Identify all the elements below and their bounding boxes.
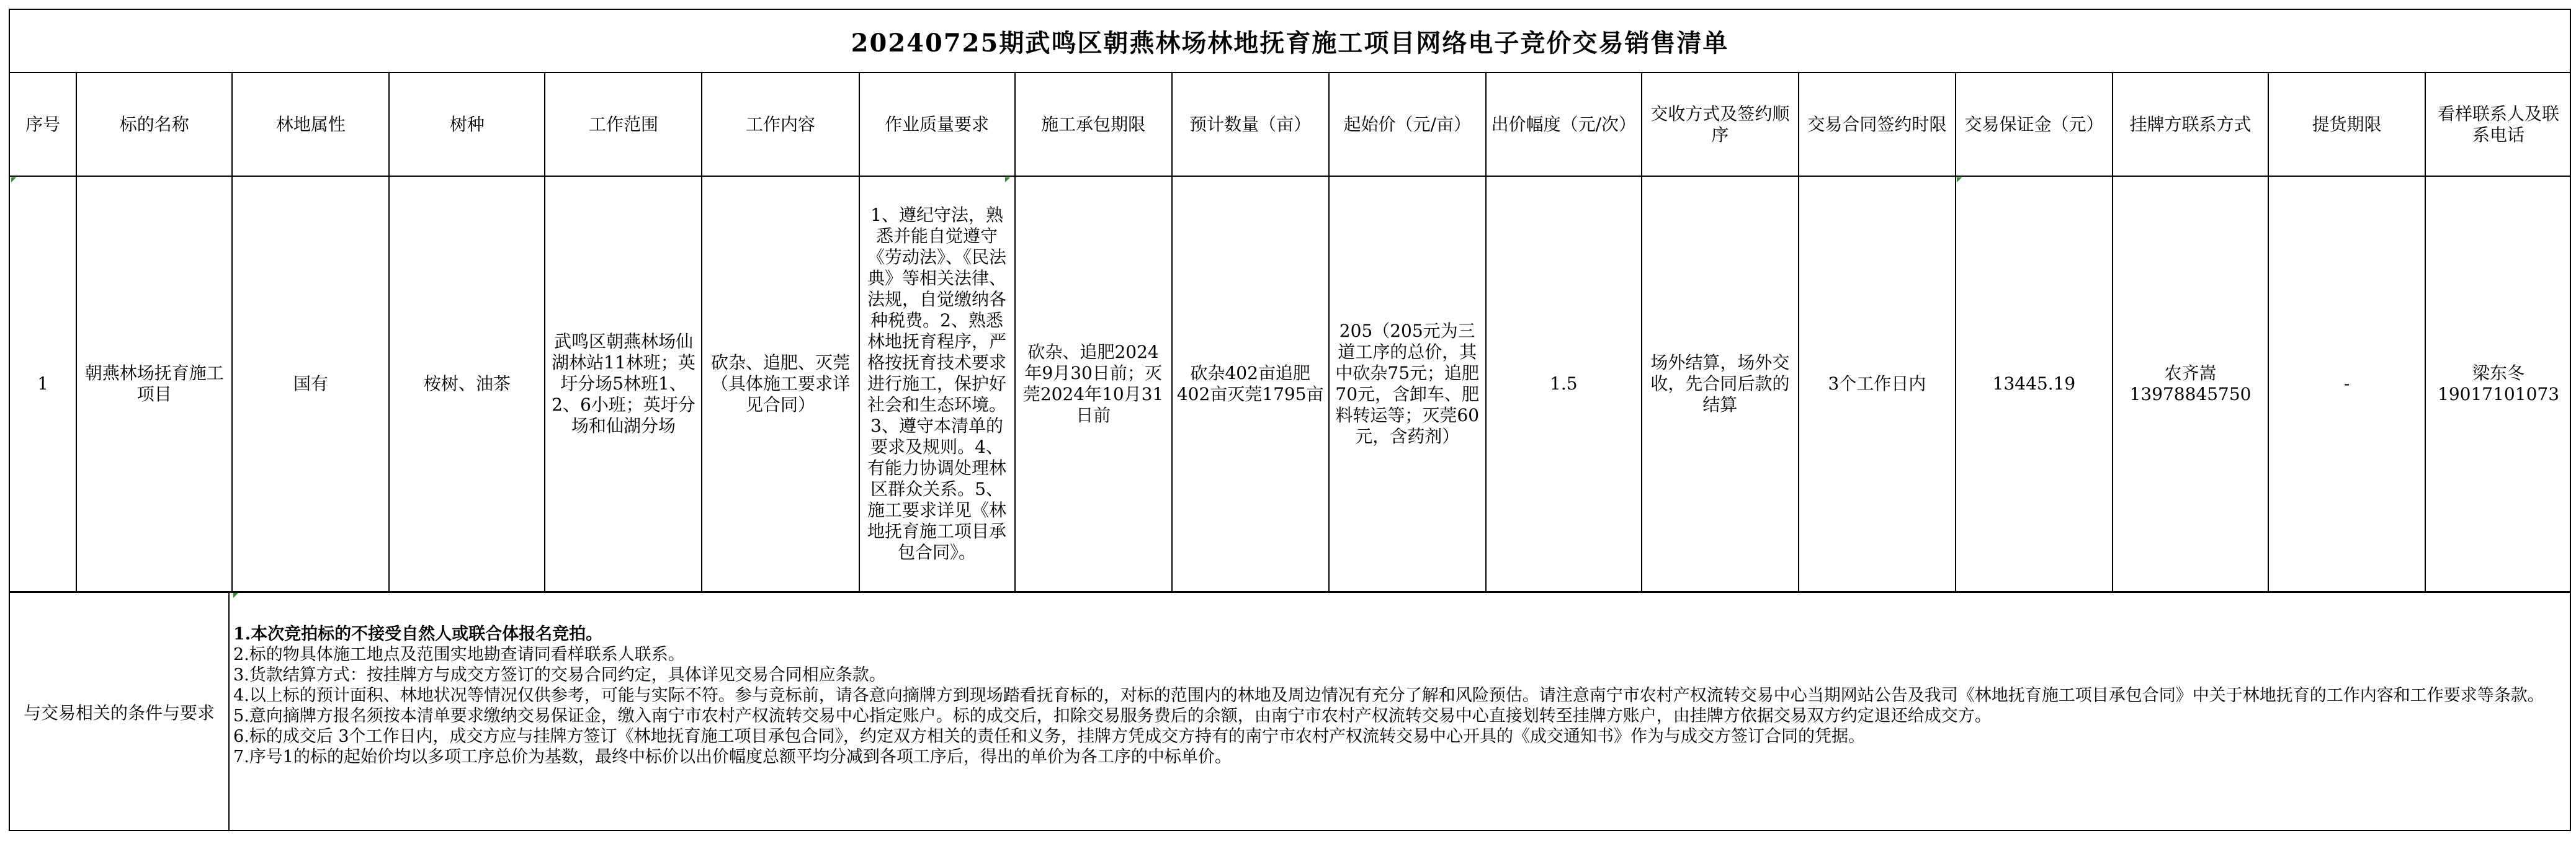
cell-name: 朝燕林场抚育施工项目 <box>76 176 232 592</box>
col-header-seq: 序号 <box>10 73 76 176</box>
col-header-content: 工作内容 <box>702 73 859 176</box>
cell-scope: 武鸣区朝燕林场仙湖林站11林班；英圩分场5林班1、2、6小班；英圩分场和仙湖分场 <box>545 176 702 592</box>
cell-comment-marker <box>1957 177 1962 182</box>
cell-content: 砍杂、追肥、灭莞（具体施工要求详见合同） <box>702 176 859 592</box>
cell-quantity: 砍杂402亩追肥402亩灭莞1795亩 <box>1172 176 1329 592</box>
condition-item: 4.以上标的预计面积、林地状况等情况仅供参考，可能与实际不符。参与竞标前，请各意向摘牌方到现场踏看抚育标的，对标的范围内的林地及周边情况有充分了解和风险预估。请注意南宁市农村产权流转交易中心当期网站公告及我司《林地抚育施工项目承包合同》中关于林地抚育的工作内容和工作要求等条款。 <box>233 686 2544 705</box>
condition-item: 3.货款结算方式：按挂牌方与成交方签订的交易合同约定，具体详见交易合同相应条款。 <box>233 665 886 685</box>
cell-pickup: - <box>2268 176 2425 592</box>
condition-item: 1.本次竞拍标的不接受自然人或联合体报名竞拍。 <box>233 625 603 644</box>
conditions-section <box>10 592 2570 831</box>
col-header-quantity: 预计数量（亩） <box>1172 73 1329 176</box>
col-header-name: 标的名称 <box>76 73 232 176</box>
col-header-sign-limit: 交易合同签约时限 <box>1799 73 1956 176</box>
condition-item: 6.标的成交后 3个工作日内，成交方应与挂牌方签订《林地抚育施工项目承包合同》，约定双方相关的责任和义务，挂牌方凭成交方持有的南宁市农村产权流转交易中心开具的《成交通知书》作为与成交方签订合同的凭据。 <box>233 727 1866 746</box>
col-header-start-price: 起始价（元/亩） <box>1329 73 1486 176</box>
cell-start-price: 205（205元为三道工序的总价，其中砍杂75元；追肥70元，含卸车、肥料转运等；灭莞60元，含药剂） <box>1329 176 1486 592</box>
table-row <box>10 176 2571 592</box>
cell-sign-limit: 3个工作日内 <box>1799 176 1956 592</box>
cell-viewing-contact: 梁东冬19017101073 <box>2425 176 2571 592</box>
col-header-quality: 作业质量要求 <box>859 73 1015 176</box>
cell-increment: 1.5 <box>1486 176 1642 592</box>
cell-species: 桉树、油茶 <box>389 176 545 592</box>
cell-lister-contact: 农齐嵩13978845750 <box>2113 176 2268 592</box>
condition-item: 2.标的物具体施工地点及范围实地勘查请同看样联系人联系。 <box>233 645 685 664</box>
col-header-delivery: 交收方式及签约顺序 <box>1642 73 1799 176</box>
condition-item: 5.意向摘牌方报名须按本清单要求缴纳交易保证金，缴入南宁市农村产权流转交易中心指定账户。标的成交后，扣除交易服务费后的余额，由南宁市农村产权流转交易中心直接划转至挂牌方账户，由挂牌方依据交易双方约定退还给成交方。 <box>233 706 1992 726</box>
cell-period: 砍杂、追肥2024年9月30日前；灭莞2024年10月31日前 <box>1015 176 1172 592</box>
col-header-species: 树种 <box>389 73 545 176</box>
cell-comment-marker <box>1005 177 1010 182</box>
cell-seq: 1 <box>10 176 76 592</box>
cell-delivery: 场外结算，场外交收，先合同后款的结算 <box>1642 176 1799 592</box>
col-header-scope: 工作范围 <box>545 73 702 176</box>
col-header-viewing-contact: 看样联系人及联系电话 <box>2425 73 2571 176</box>
col-header-increment: 出价幅度（元/次） <box>1486 73 1642 176</box>
cell-quality: 1、遵纪守法，熟悉并能自觉遵守《劳动法》、《民法典》等相关法律、法规，自觉缴纳各种税费。2、熟悉林地抚育程序，严格按抚育技术要求进行施工，保护好社会和生态环境。3、遵守本清单的要求及规则。4、有能力协调处理林区群众关系。5、施工要求详见《林地抚育施工项目承包合同》。 <box>859 176 1015 592</box>
cell-deposit: 13445.19 <box>1956 176 2113 592</box>
condition-item: 7.序号1的标的起始价均以多项工序总价为基数，最终中标价以出价幅度总额平均分减到各项工序后，得出的单价为各工序的中标单价。 <box>233 747 1232 767</box>
col-header-land: 林地属性 <box>232 73 389 176</box>
col-header-period: 施工承包期限 <box>1015 73 1172 176</box>
cell-comment-marker <box>233 593 238 598</box>
cell-comment-marker <box>11 177 16 182</box>
sheet-title: 20240725期武鸣区朝燕林场林地抚育施工项目网络电子竞价交易销售清单 <box>10 10 2570 73</box>
sales-list-sheet <box>9 9 2571 831</box>
header-row <box>10 73 2571 176</box>
conditions-list <box>233 624 2566 767</box>
col-header-pickup: 提货期限 <box>2268 73 2425 176</box>
col-header-deposit: 交易保证金（元） <box>1956 73 2113 176</box>
cell-land: 国有 <box>232 176 389 592</box>
listing-table <box>10 73 2571 592</box>
conditions-label: 与交易相关的条件与要求 <box>10 593 230 831</box>
col-header-lister-contact: 挂牌方联系方式 <box>2113 73 2268 176</box>
